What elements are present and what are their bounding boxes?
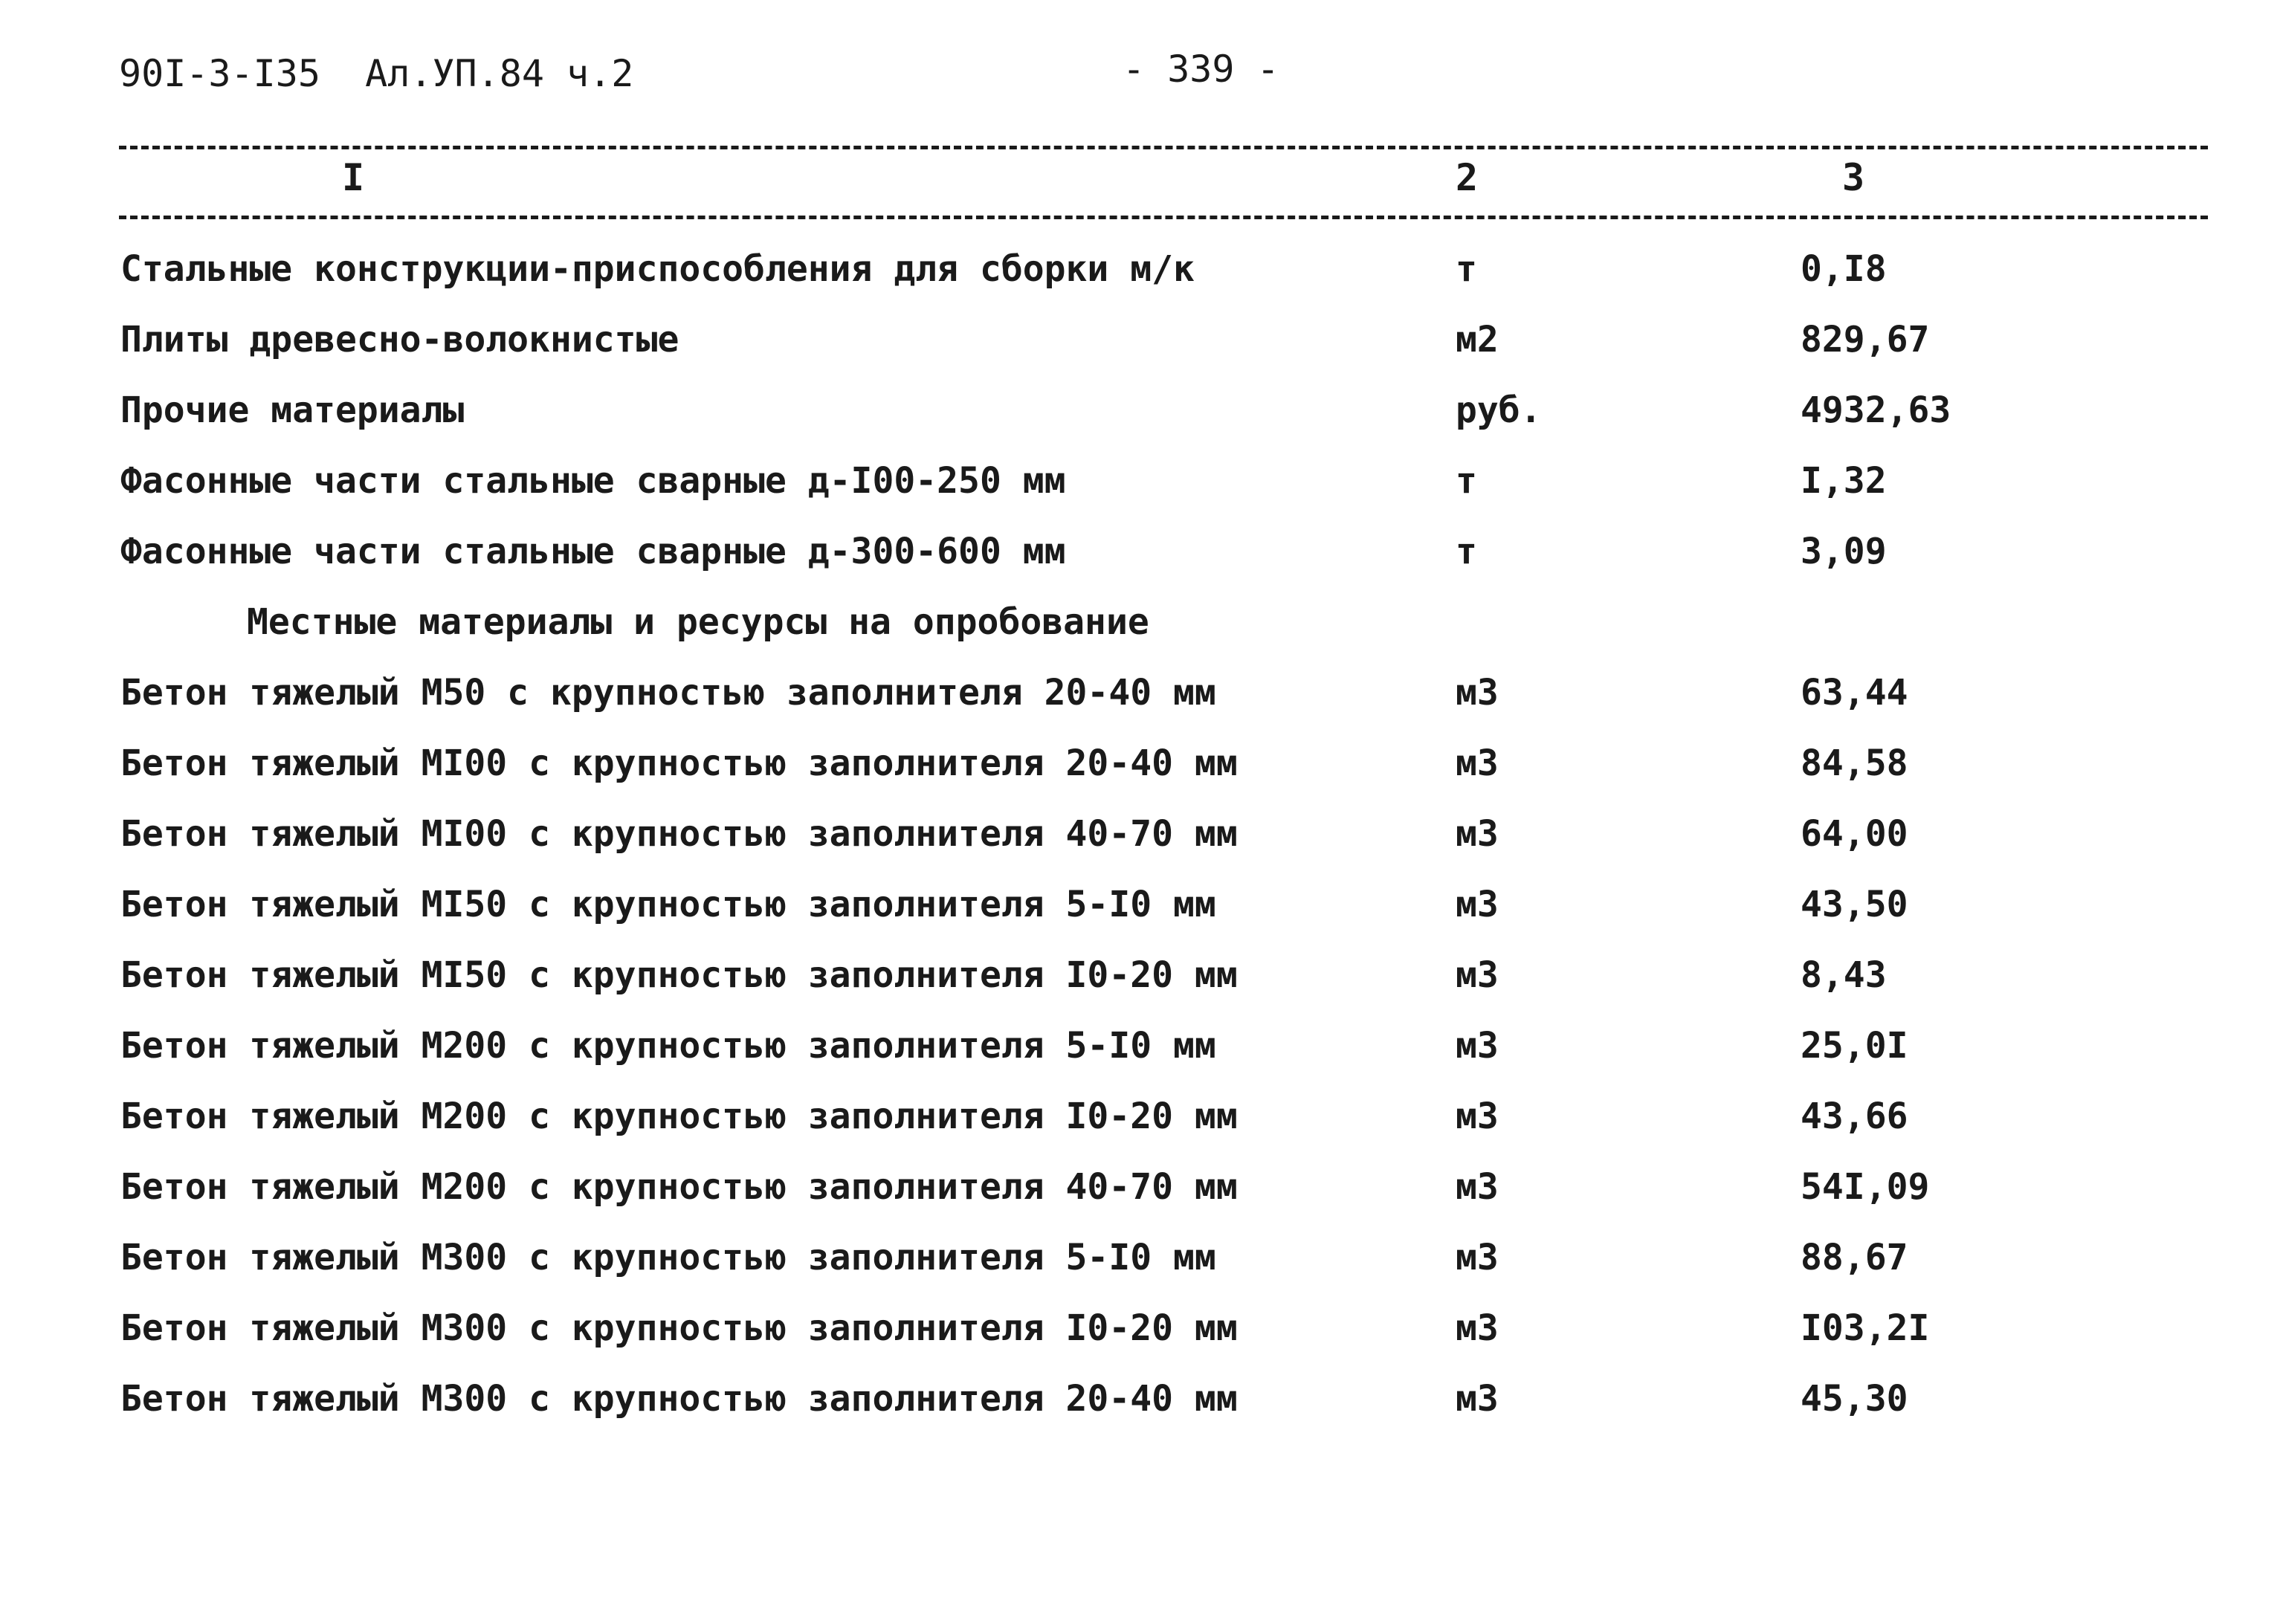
material-name: Бетон тяжелый М200 с крупностью заполнителя I0-20 мм [120,1096,1238,1137]
table-row [0,531,2283,601]
quantity: 0,I8 [1801,248,1887,290]
material-name: Прочие материалы [120,389,465,431]
table-row [0,813,2283,884]
unit-of-measure: руб. [1456,389,1542,431]
table-row [0,1307,2283,1378]
table-row [0,248,2283,319]
unit-of-measure: м3 [1456,1378,1499,1420]
quantity: 43,66 [1801,1096,1908,1137]
material-name: Бетон тяжелый М300 с крупностью заполнителя 20-40 мм [120,1378,1238,1420]
unit-of-measure: т [1456,531,1477,572]
unit-of-measure: м3 [1456,1096,1499,1137]
unit-of-measure: м2 [1456,319,1499,360]
unit-of-measure: т [1456,248,1477,290]
quantity: 88,67 [1801,1237,1908,1278]
quantity: 54I,09 [1801,1166,1930,1208]
unit-of-measure: м3 [1456,954,1499,996]
section-subheading: Местные материалы и ресурсы на опробование [247,601,1149,643]
unit-of-measure: м3 [1456,1025,1499,1067]
material-name: Бетон тяжелый М200 с крупностью заполнителя 40-70 мм [120,1166,1238,1208]
quantity: 43,50 [1801,884,1908,925]
table-header-bottom-rule [119,216,2208,219]
page-number: - 339 - [1123,48,1279,91]
quantity: 64,00 [1801,813,1908,855]
quantity: 8,43 [1801,954,1887,996]
unit-of-measure: м3 [1456,1166,1499,1208]
table-column-headers [0,156,2283,208]
table-row [0,1166,2283,1237]
quantity: I,32 [1801,460,1887,502]
quantity: I03,2I [1801,1307,1930,1349]
unit-of-measure: м3 [1456,884,1499,925]
unit-of-measure: т [1456,460,1477,502]
material-name: Бетон тяжелый МI50 с крупностью заполнителя 5-I0 мм [120,884,1216,925]
column-header-1: I [342,156,365,199]
table-body [0,248,2283,1449]
table-row [0,601,2283,672]
material-name: Бетон тяжелый МI00 с крупностью заполнителя 40-70 мм [120,813,1238,855]
quantity: 25,0I [1801,1025,1908,1067]
material-name: Фасонные части стальные сварные д-I00-250 мм [120,460,1066,502]
material-name: Бетон тяжелый МI00 с крупностью заполнителя 20-40 мм [120,743,1238,784]
page-header [119,48,2200,104]
column-header-3: 3 [1842,156,1865,199]
material-name: Стальные конструкции-приспособления для сборки м/к [120,248,1195,290]
material-name: Бетон тяжелый МI50 с крупностью заполнителя I0-20 мм [120,954,1238,996]
table-row [0,672,2283,743]
unit-of-measure: м3 [1456,1237,1499,1278]
column-header-2: 2 [1456,156,1479,199]
quantity: 45,30 [1801,1378,1908,1420]
unit-of-measure: м3 [1456,813,1499,855]
unit-of-measure: м3 [1456,1307,1499,1349]
table-row [0,1237,2283,1307]
table-row [0,389,2283,460]
quantity: 63,44 [1801,672,1908,714]
table-row [0,1096,2283,1166]
material-name: Бетон тяжелый М300 с крупностью заполнителя I0-20 мм [120,1307,1238,1349]
quantity: 4932,63 [1801,389,1951,431]
material-name: Бетон тяжелый М50 с крупностью заполнителя 20-40 мм [120,672,1216,714]
quantity: 3,09 [1801,531,1887,572]
material-name: Фасонные части стальные сварные д-300-600 мм [120,531,1066,572]
table-row [0,1025,2283,1096]
material-name: Бетон тяжелый М300 с крупностью заполнителя 5-I0 мм [120,1237,1216,1278]
table-row [0,743,2283,813]
document-code: 90I-3-I35 Ал.УП.84 ч.2 [119,52,634,95]
unit-of-measure: м3 [1456,672,1499,714]
quantity: 829,67 [1801,319,1930,360]
table-row [0,884,2283,954]
table-row [0,954,2283,1025]
material-name: Плиты древесно-волокнистые [120,319,679,360]
table-header-top-rule [119,146,2208,149]
table-row [0,460,2283,531]
table-row [0,319,2283,389]
unit-of-measure: м3 [1456,743,1499,784]
material-name: Бетон тяжелый М200 с крупностью заполнителя 5-I0 мм [120,1025,1216,1067]
table-row [0,1378,2283,1449]
quantity: 84,58 [1801,743,1908,784]
